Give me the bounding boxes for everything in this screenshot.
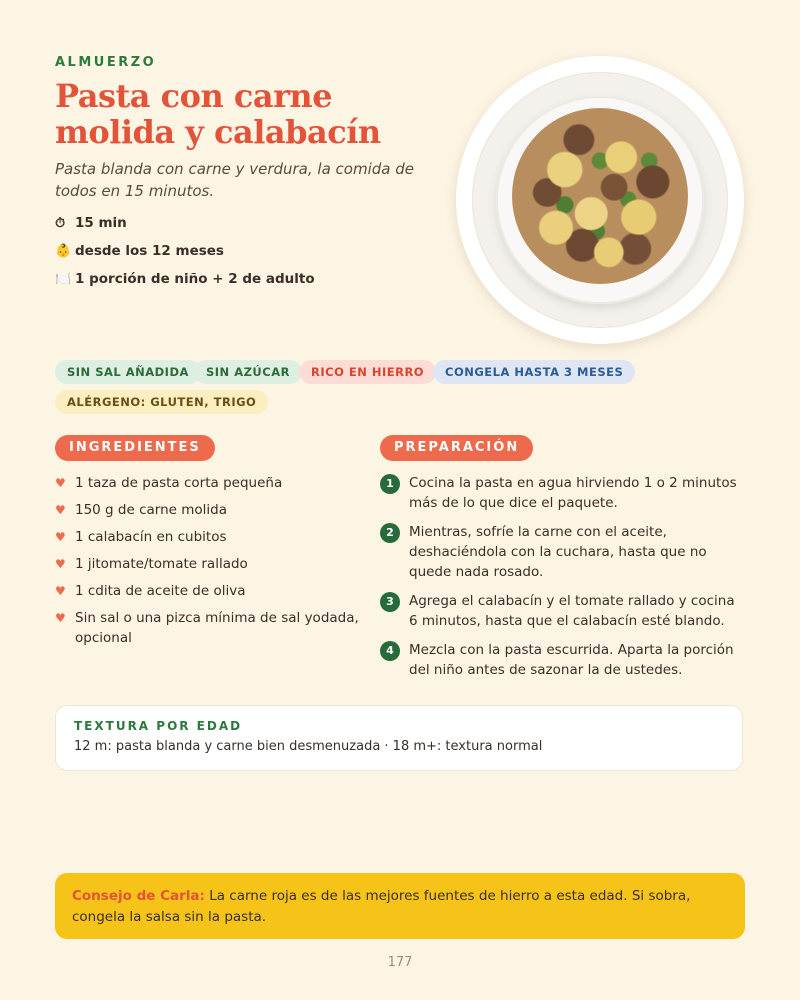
page-number: 177	[387, 955, 413, 970]
texture-text: 12 m: pasta blanda y carne bien desmenuzada · 18 m+: textura normal	[74, 739, 543, 754]
pasta-dish	[512, 108, 688, 284]
heart-icon: ♥	[55, 476, 66, 490]
tip-label: Consejo de Carla:	[72, 888, 205, 904]
preparation-heading: PREPARACIÓN	[380, 435, 533, 461]
ingredient-text: 1 cdita de aceite de oliva	[75, 583, 246, 599]
tip-text: La carne roja es de las mejores fuentes de hierro a esta edad. Si sobra, congela la salsa sin la pasta.	[72, 888, 691, 925]
tag-iron-rich: RICO EN HIERRO	[299, 360, 436, 384]
baby-icon: 👶	[55, 244, 72, 259]
meta-time	[55, 215, 127, 231]
preparation-steps	[380, 473, 745, 689]
dish-photo	[456, 56, 744, 344]
step-text: Cocina la pasta en agua hirviendo 1 o 2 minutos más de lo que dice el paquete.	[409, 475, 737, 511]
texture-card	[55, 705, 743, 771]
step-text: Agrega el calabacín y el tomate rallado y cocina 6 minutos, hasta que el calabacín esté blando.	[409, 593, 735, 629]
tag-no-salt: SIN SAL AÑADIDA	[55, 360, 201, 384]
ingredient-item	[55, 527, 365, 547]
meta-age-text: desde los 12 meses	[75, 243, 224, 259]
ingredient-text: 1 calabacín en cubitos	[75, 529, 227, 545]
ingredient-item	[55, 473, 365, 493]
ingredient-item	[55, 500, 365, 520]
recipe-subtitle: Pasta blanda con carne y verdura, la comida de todos en 15 minutos.	[55, 160, 414, 200]
ingredients-heading: INGREDIENTES	[55, 435, 215, 461]
step-number: 2	[380, 523, 400, 543]
ingredient-text: 1 jitomate/tomate rallado	[75, 556, 248, 572]
ingredient-item	[55, 608, 365, 648]
tag-allergen: ALÉRGENO: GLUTEN, TRIGO	[55, 390, 268, 414]
step-text: Mezcla con la pasta escurrida. Aparta la porción del niño antes de sazonar la de ustedes.	[409, 642, 734, 678]
step-item	[380, 522, 745, 582]
ingredient-text: 150 g de carne molida	[75, 502, 228, 518]
step-number: 1	[380, 474, 400, 494]
meta-servings-text: 1 porción de niño + 2 de adulto	[75, 271, 315, 287]
ingredient-text: Sin sal o una pizca mínima de sal yodada, opcional	[75, 610, 359, 646]
tip-card	[55, 873, 745, 939]
heart-icon: ♥	[55, 611, 66, 625]
recipe-title: Pasta con carne molida y calabacín	[55, 77, 381, 151]
ingredient-item	[55, 554, 365, 574]
meta-age	[55, 243, 224, 259]
tag-no-sugar: SIN AZÚCAR	[194, 360, 302, 384]
heart-icon: ♥	[55, 530, 66, 544]
step-text: Mientras, sofríe la carne con el aceite, deshaciéndola con la cuchara, hasta que no quede nada rosado.	[409, 524, 707, 580]
heart-icon: ♥	[55, 584, 66, 598]
step-number: 4	[380, 641, 400, 661]
plate-cutlery-icon: 🍽️	[55, 272, 72, 287]
timer-icon: ⏱	[55, 216, 66, 231]
tag-freeze: CONGELA HASTA 3 MESES	[433, 360, 635, 384]
ingredient-text: 1 taza de pasta corta pequeña	[75, 475, 283, 491]
heart-icon: ♥	[55, 503, 66, 517]
recipe-category: ALMUERZO	[55, 55, 157, 70]
step-item	[380, 640, 745, 680]
step-item	[380, 473, 745, 513]
ingredient-item	[55, 581, 365, 601]
ingredients-list	[55, 473, 365, 655]
meta-time-text: 15 min	[75, 215, 127, 231]
step-item	[380, 591, 745, 631]
step-number: 3	[380, 592, 400, 612]
heart-icon: ♥	[55, 557, 66, 571]
meta-servings	[55, 271, 315, 287]
texture-label: TEXTURA POR EDAD	[74, 719, 243, 733]
